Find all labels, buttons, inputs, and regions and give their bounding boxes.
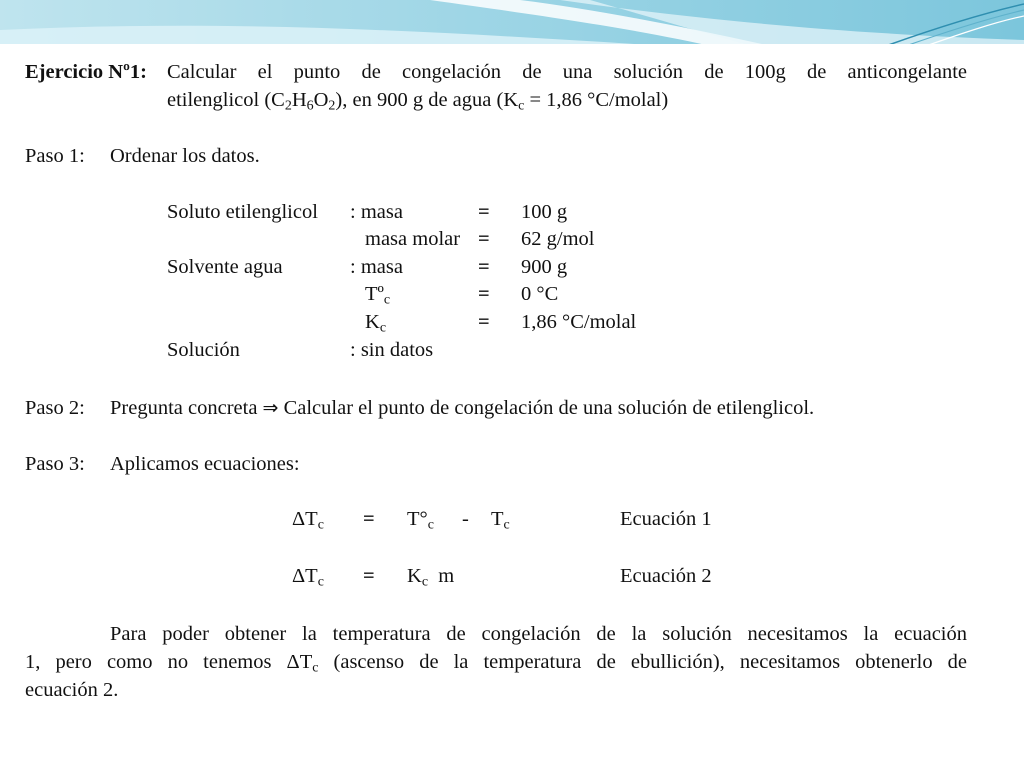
explanation-paragraph xyxy=(25,620,967,704)
paragraph-line-3: ecuación 2. xyxy=(25,679,119,701)
header-banner xyxy=(0,0,1024,48)
data-equals: = xyxy=(478,228,490,250)
data-prop-mass: : masa xyxy=(350,256,403,278)
data-equals: = xyxy=(478,283,490,305)
step1-text: Ordenar los datos. xyxy=(110,145,260,167)
data-value: 900 g xyxy=(521,256,568,278)
equation-1-equals: = xyxy=(363,508,375,530)
data-prop-kc: $K_c$ xyxy=(365,311,386,336)
equation-1-lhs: $\Delta T_c$ xyxy=(292,508,324,533)
equation-2-rhs: $K_c$ m xyxy=(407,565,455,590)
equation-2-equals: = xyxy=(363,565,375,587)
data-value: 62 g/mol xyxy=(521,228,595,250)
equation-1-name: Ecuación 1 xyxy=(620,508,712,530)
data-equals: = xyxy=(478,201,490,223)
step2-text: Pregunta concreta ⇒ Calcular el punto de congelación de una solución de etilenglicol. xyxy=(110,397,815,419)
data-subject-solvent: Solvente agua xyxy=(167,256,283,278)
paragraph-line-1: Para poder obtener la temperatura de congelación de la solución necesitamos la ecuación xyxy=(110,623,967,645)
paragraph-line-2: 1, pero como no tenemos $\Delta T_c$ (ascenso de la temperatura de ebullición), necesitamos obtenerlo de xyxy=(25,651,967,676)
step1-label: Paso 1: xyxy=(25,145,85,167)
exercise-label: Ejercicio Nº1: xyxy=(25,61,147,83)
equation-1-minus: - xyxy=(462,508,469,530)
equation-1-term-2: $T_c$ xyxy=(491,508,510,533)
step2-label: Paso 2: xyxy=(25,397,85,419)
data-prop-no-data: : sin datos xyxy=(350,339,434,361)
data-prop-molar-mass: masa molar xyxy=(365,228,461,250)
data-value: 0 °C xyxy=(521,283,559,305)
data-subject-solute: Soluto etilenglicol xyxy=(167,201,318,223)
slide-content xyxy=(0,48,1024,768)
data-equals: = xyxy=(478,256,490,278)
data-value: 100 g xyxy=(521,201,568,223)
exercise-line-1: Calcular el punto de congelación de una solución de 100g de anticongelante xyxy=(167,61,967,83)
equation-2-lhs: $\Delta T_c$ xyxy=(292,565,324,590)
data-subject-solution: Solución xyxy=(167,339,240,361)
data-prop-mass: : masa xyxy=(350,201,403,223)
equation-2-name: Ecuación 2 xyxy=(620,565,712,587)
data-value: 1,86 °C/molal xyxy=(521,311,637,333)
data-prop-freezing-point: Tº$_c$ xyxy=(365,283,391,308)
implies-arrow-icon: ⇒ xyxy=(262,397,279,419)
equation-1-term-1: $T^\circ_c$ xyxy=(407,508,434,533)
data-equals: = xyxy=(478,311,490,333)
step3-text: Aplicamos ecuaciones: xyxy=(110,453,300,475)
exercise-line-2: etilenglicol $(C_2H_6O_2)$, en 900 g de agua ($K_c = 1,86$ °C/molal) xyxy=(167,89,669,114)
step3-label: Paso 3: xyxy=(25,453,85,475)
